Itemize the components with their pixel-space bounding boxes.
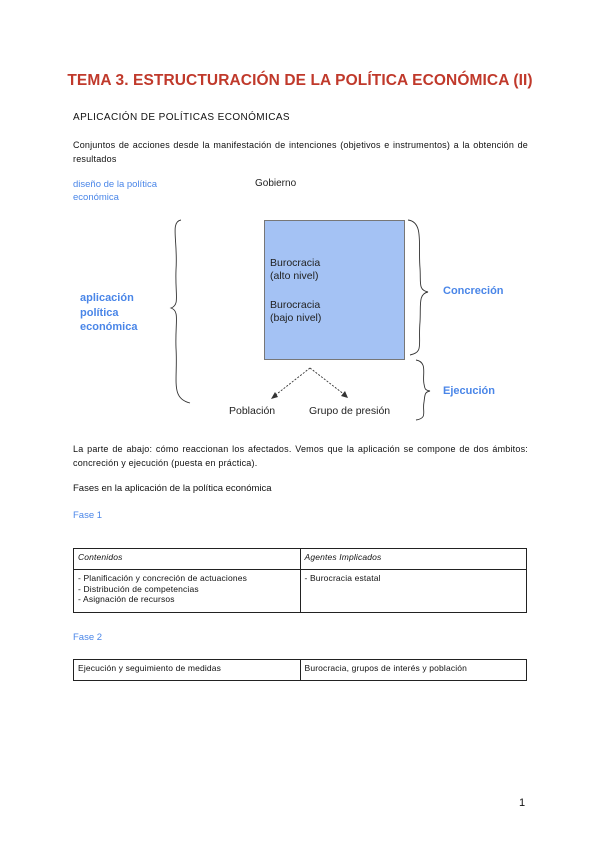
fase1-agentes-cell: - Burocracia estatal [300, 570, 527, 613]
table-row [74, 570, 527, 613]
ejecucion-label: Ejecución [443, 385, 495, 397]
application-line1: aplicación [80, 292, 134, 304]
box-line2: (alto nivel) [270, 270, 319, 282]
page-title: TEMA 3. ESTRUCTURACIÓN DE LA POLÍTICA ECONÓMICA (II) [67, 72, 533, 89]
right-brace-ejecucion-icon [416, 360, 430, 420]
fase2-contenidos-cell: Ejecución y seguimiento de medidas [74, 660, 301, 681]
application-line3: económica [80, 321, 138, 333]
fase1-contenidos-cell [74, 570, 301, 613]
box-line3: Burocracia [270, 299, 321, 311]
intro-paragraph: Conjuntos de acciones desde la manifestación de intenciones (objetivos e instrumentos) a la obtención de resultados [73, 140, 528, 164]
list-item: - Distribución de competencias [78, 583, 199, 594]
fase2-label: Fase 2 [73, 632, 103, 643]
fase1-label: Fase 1 [73, 510, 103, 521]
phases-heading: Fases en la aplicación de la política económica [73, 483, 272, 494]
box-line1: Burocracia [270, 257, 321, 269]
left-brace-icon [171, 220, 190, 403]
fase1-header-contenidos: Contenidos [74, 549, 301, 570]
list-item: - Planificación y concreción de actuaciones [78, 573, 247, 583]
list-item: - Asignación de recursos [78, 594, 175, 604]
design-label-line2: económica [73, 192, 119, 203]
right-brace-concrecion-icon [408, 220, 428, 355]
concrecion-label: Concreción [443, 285, 504, 297]
section-heading: APLICACIÓN DE POLÍTICAS ECONÓMICAS [73, 112, 290, 123]
table-row [74, 660, 527, 681]
fase1-header-agentes: Agentes Implicados [300, 549, 527, 570]
explanation-paragraph: La parte de abajo: cómo reaccionan los afectados. Vemos que la aplicación se compone de dos ámbitos: concreción y ejecución (puesta en práctica). [73, 444, 528, 468]
arrow-to-grupo [310, 368, 345, 395]
poblacion-label: Población [229, 405, 276, 417]
design-label-line1: diseño de la política [73, 179, 157, 190]
arrow-to-poblacion [273, 368, 310, 397]
table-row [74, 549, 527, 570]
grupo-presion-label: Grupo de presión [309, 405, 391, 417]
page-number: 1 [519, 797, 526, 809]
fase2-agentes-cell: Burocracia, grupos de interés y población [300, 660, 527, 681]
fase1-table [73, 548, 527, 613]
application-line2: política [80, 306, 119, 319]
fase2-table [73, 659, 527, 681]
gobierno-label: Gobierno [255, 178, 297, 189]
box-line4: (bajo nivel) [270, 312, 322, 324]
arrowhead-grupo-icon [341, 391, 348, 398]
arrowhead-poblacion-icon [271, 392, 278, 399]
